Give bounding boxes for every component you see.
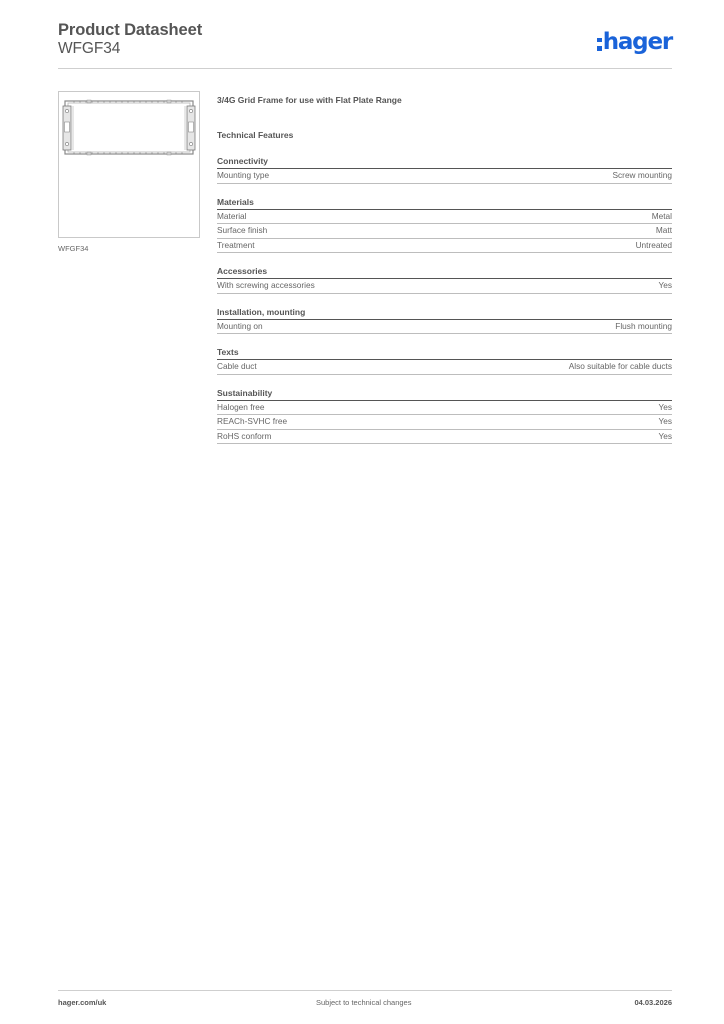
spec-value: Yes bbox=[658, 280, 672, 290]
page-footer bbox=[58, 998, 672, 1010]
spec-row bbox=[217, 401, 672, 416]
section-accessories bbox=[217, 265, 672, 294]
document-subtitle: WFGF34 bbox=[58, 40, 121, 57]
datasheet-content bbox=[217, 94, 672, 444]
spec-row bbox=[217, 169, 672, 184]
section-title: Installation, mounting bbox=[217, 306, 672, 320]
image-caption: WFGF34 bbox=[58, 244, 89, 253]
spec-label: Surface finish bbox=[217, 225, 268, 235]
grid-frame-icon bbox=[59, 92, 199, 237]
spec-label: RoHS conform bbox=[217, 430, 272, 441]
section-title: Texts bbox=[217, 346, 672, 360]
section-title: Connectivity bbox=[217, 155, 672, 169]
spec-value: Also suitable for cable ducts bbox=[568, 361, 672, 371]
section-title: Materials bbox=[217, 196, 672, 210]
product-image bbox=[58, 91, 200, 238]
spec-label: Mounting on bbox=[217, 320, 263, 331]
section-sustainability bbox=[217, 387, 672, 445]
section-installation-mounting bbox=[217, 306, 672, 335]
spec-value: Matt bbox=[655, 225, 672, 235]
spec-label: Treatment bbox=[217, 239, 255, 250]
spec-value: Metal bbox=[651, 210, 672, 221]
spec-label: Halogen free bbox=[217, 401, 265, 412]
spec-value: Flush mounting bbox=[615, 320, 672, 331]
technical-features-title: Technical Features bbox=[217, 130, 294, 140]
spec-value: Yes bbox=[658, 401, 672, 412]
spec-row bbox=[217, 239, 672, 254]
spec-value: Screw mounting bbox=[612, 170, 672, 180]
section-materials bbox=[217, 196, 672, 254]
spec-row bbox=[217, 360, 672, 375]
spec-row bbox=[217, 210, 672, 225]
footer-divider bbox=[58, 990, 672, 991]
spec-row bbox=[217, 320, 672, 335]
footer-website-link[interactable]: hager.com/uk bbox=[58, 998, 107, 1007]
spec-value: Untreated bbox=[635, 239, 672, 250]
spec-row bbox=[217, 430, 672, 445]
page-header bbox=[58, 20, 672, 58]
spec-label: With screwing accessories bbox=[217, 280, 315, 290]
section-texts bbox=[217, 346, 672, 375]
header-divider bbox=[58, 68, 672, 69]
spec-row bbox=[217, 224, 672, 239]
hager-logo[interactable] bbox=[597, 28, 672, 56]
section-title: Sustainability bbox=[217, 387, 672, 401]
spec-label: Cable duct bbox=[217, 361, 257, 371]
spec-row bbox=[217, 415, 672, 430]
section-title: Accessories bbox=[217, 265, 672, 279]
footer-notice: Subject to technical changes bbox=[316, 998, 412, 1007]
spec-value: Yes bbox=[658, 416, 672, 426]
section-connectivity bbox=[217, 155, 672, 184]
spec-row bbox=[217, 279, 672, 294]
product-description: 3/4G Grid Frame for use with Flat Plate Range bbox=[217, 95, 402, 105]
spec-label: Material bbox=[217, 210, 247, 221]
logo-text: hager bbox=[602, 29, 672, 55]
logo-colon-icon bbox=[597, 38, 602, 51]
spec-value: Yes bbox=[658, 430, 672, 441]
footer-date: 04.03.2026 bbox=[634, 998, 672, 1007]
document-title: Product Datasheet bbox=[58, 21, 203, 39]
spec-label: Mounting type bbox=[217, 170, 270, 180]
spec-label: REACh-SVHC free bbox=[217, 416, 288, 426]
